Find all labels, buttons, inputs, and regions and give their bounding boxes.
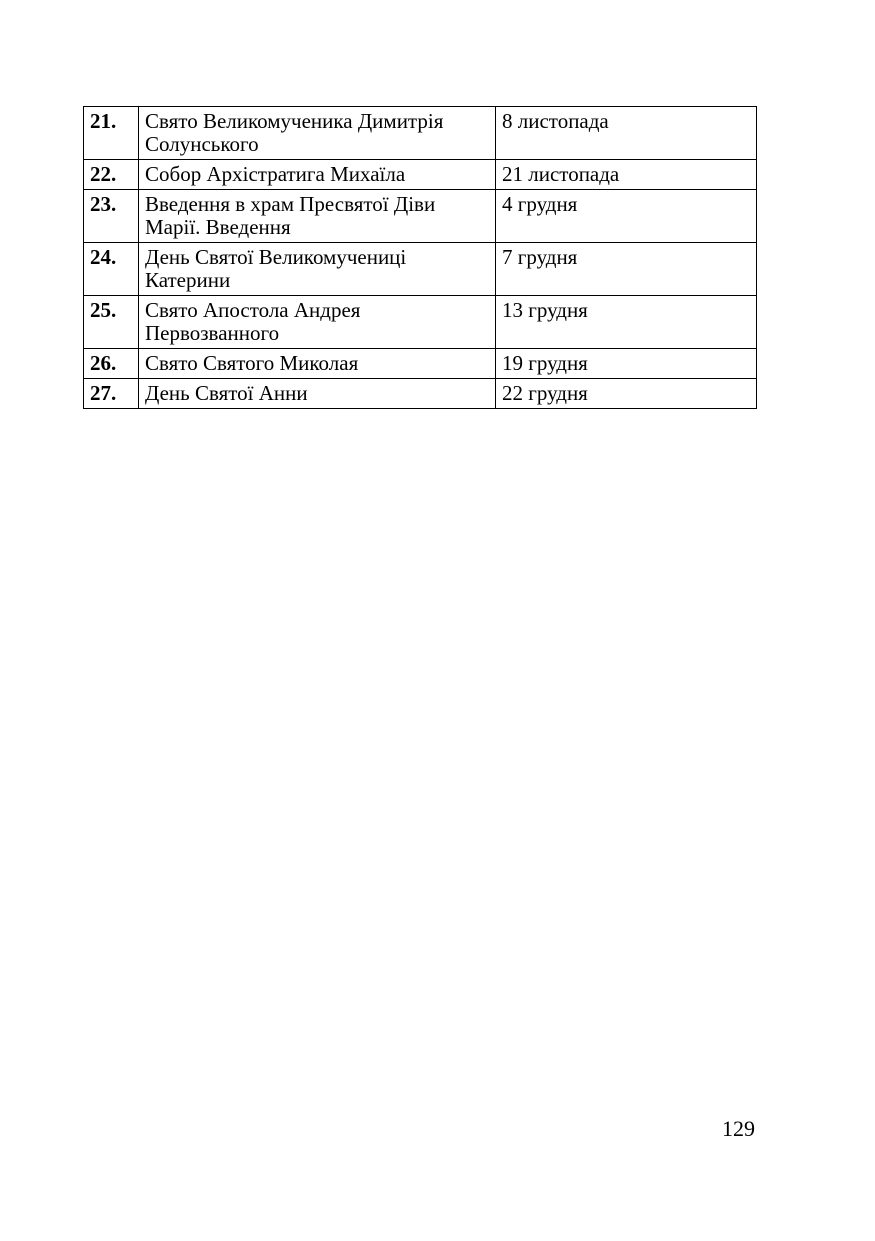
holiday-date: 4 грудня [496,190,757,243]
table-row [84,107,757,160]
holiday-date: 8 листопада [496,107,757,160]
row-number: 26. [84,349,139,379]
row-number: 25. [84,296,139,349]
table-row [84,160,757,190]
holiday-date: 19 грудня [496,349,757,379]
page-number: 129 [722,1116,755,1141]
holiday-date: 7 грудня [496,243,757,296]
holiday-date: 13 грудня [496,296,757,349]
holiday-name: Свято Святого Миколая [139,349,496,379]
holiday-name: Свято Великомученика Димитрія Солунського [139,107,496,160]
table-row [84,379,757,409]
table-row [84,190,757,243]
table-row [84,243,757,296]
holiday-date: 21 листопада [496,160,757,190]
table-row [84,296,757,349]
holiday-date: 22 грудня [496,379,757,409]
holidays-table [83,106,757,409]
row-number: 21. [84,107,139,160]
holiday-name: День Святої Анни [139,379,496,409]
holiday-name: День Святої Великомучениці Катерини [139,243,496,296]
row-number: 27. [84,379,139,409]
row-number: 23. [84,190,139,243]
row-number: 24. [84,243,139,296]
holiday-name: Собор Архістратига Михаїла [139,160,496,190]
table-row [84,349,757,379]
holiday-name: Введення в храм Пресвятої Діви Марії. Введення [139,190,496,243]
row-number: 22. [84,160,139,190]
holiday-name: Свято Апостола Андрея Первозванного [139,296,496,349]
